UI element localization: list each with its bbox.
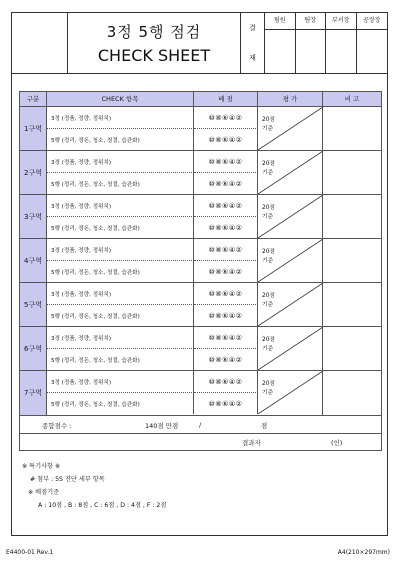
approval-boxes (265, 13, 387, 73)
table-row (20, 239, 381, 283)
approval-box-staff (265, 13, 296, 73)
zone-label: 5구역 (20, 283, 47, 326)
table-header (20, 92, 381, 107)
evaluation-cell[interactable] (258, 283, 323, 326)
notes-section (22, 460, 166, 512)
remarks-cell[interactable] (323, 283, 381, 326)
evaluation-cell[interactable] (258, 151, 323, 194)
remarks-cell[interactable] (323, 371, 381, 415)
evaluation-cell[interactable] (258, 239, 323, 282)
check-item-5s: 5행 (정리, 정돈, 청소, 청결, 습관화) (47, 173, 194, 194)
evaluator-label: 결과자 (242, 439, 261, 447)
header-divider (12, 73, 387, 87)
evaluation-points: 20점 (262, 117, 275, 123)
zone-label: 4구역 (20, 239, 47, 282)
score-options-5s[interactable]: ⑩⑧⑥④② (194, 217, 258, 238)
evaluation-basis: 기준 (262, 170, 274, 176)
check-item-5s: 5행 (정리, 정돈, 청소, 청결, 습관화) (47, 393, 194, 414)
total-score-max: 140점 만점 (145, 422, 179, 430)
table-row (20, 371, 381, 415)
total-score-slash: / (199, 421, 202, 429)
sheet-header (12, 13, 387, 73)
evaluation-cell[interactable] (258, 107, 323, 150)
evaluation-basis: 기준 (262, 126, 274, 132)
score-options-3s[interactable]: ⑩⑧⑥④② (194, 151, 258, 173)
score-options-3s[interactable]: ⑩⑧⑥④② (194, 371, 258, 393)
check-item-3s: 3정 (정품, 정량, 정위치) (47, 107, 194, 129)
evaluation-points: 20점 (262, 161, 275, 167)
evaluation-points: 20점 (262, 293, 275, 299)
table-row (20, 283, 381, 327)
approval-role: 부서장 (326, 13, 356, 30)
evaluation-standard (262, 160, 284, 178)
check-item-3s: 3정 (정품, 정량, 정위치) (47, 151, 194, 173)
approval-label-bottom: 재 (249, 54, 256, 62)
title-korean: 3정 5행 점검 (106, 23, 202, 41)
evaluator-row (19, 434, 382, 451)
approval-role: 팀원 (265, 13, 295, 30)
remarks-cell[interactable] (323, 195, 381, 238)
title-block (67, 13, 241, 73)
check-item-3s: 3정 (정품, 정량, 정위치) (47, 195, 194, 217)
zone-label: 6구역 (20, 327, 47, 370)
approval-box-team-lead (296, 13, 327, 73)
check-item-3s: 3정 (정품, 정량, 정위치) (47, 371, 194, 393)
evaluation-basis: 기준 (262, 346, 274, 352)
evaluation-cell[interactable] (258, 327, 323, 370)
evaluator-seal: (인) (331, 439, 343, 447)
table-row (20, 151, 381, 195)
remarks-cell[interactable] (323, 239, 381, 282)
zone-label: 7구역 (20, 371, 47, 415)
evaluation-basis: 기준 (262, 258, 274, 264)
header-remarks: 비 고 (344, 95, 360, 103)
notes-attachment: # 첨부 : 5S 진단 세부 항목 (30, 476, 105, 483)
score-options-5s[interactable]: ⑩⑧⑥④② (194, 261, 258, 282)
check-item-5s: 5행 (정리, 정돈, 청소, 청결, 습관화) (47, 305, 194, 326)
notes-criteria-title: ※ 배점기준 (28, 489, 60, 496)
evaluation-standard (262, 248, 284, 266)
remarks-cell[interactable] (323, 327, 381, 370)
notes-title: ※ 특기사항 ※ (22, 463, 61, 470)
notes-criteria: A : 10점 , B : 8점 , C : 6점 , D : 4점 , F : 2점 (38, 502, 167, 509)
total-score-label: 종합점수 : (42, 422, 72, 430)
evaluation-points: 20점 (262, 205, 275, 211)
table-row (20, 107, 381, 151)
approval-role: 공장장 (357, 13, 388, 30)
approval-role: 팀장 (296, 13, 326, 30)
score-options-5s[interactable]: ⑩⑧⑥④② (194, 173, 258, 194)
table-row (20, 195, 381, 239)
header-score: 배 점 (194, 92, 258, 106)
check-item-3s: 3정 (정품, 정량, 정위치) (47, 239, 194, 261)
zone-label: 3구역 (20, 195, 47, 238)
evaluation-cell[interactable] (258, 371, 323, 415)
evaluation-basis: 기준 (262, 214, 274, 220)
evaluation-standard (262, 336, 284, 354)
score-options-5s[interactable]: ⑩⑧⑥④② (194, 393, 258, 414)
evaluation-standard (262, 116, 284, 134)
title-english: CHECK SHEET (97, 46, 211, 65)
check-item-5s: 5행 (정리, 정돈, 청소, 청결, 습관화) (47, 129, 194, 150)
check-table (19, 91, 382, 416)
remarks-cell[interactable] (323, 107, 381, 150)
evaluation-standard (262, 204, 284, 222)
evaluation-points: 20점 (262, 249, 275, 255)
header-evaluation: 평 가 (258, 92, 323, 106)
evaluation-standard (262, 292, 284, 310)
score-options-3s[interactable]: ⑩⑧⑥④② (194, 107, 258, 129)
approval-box-dept-head (326, 13, 357, 73)
zone-label: 1구역 (20, 107, 47, 150)
evaluation-points: 20점 (262, 337, 275, 343)
evaluation-points: 20점 (262, 381, 275, 387)
evaluation-cell[interactable] (258, 195, 323, 238)
check-item-5s: 5행 (정리, 정돈, 청소, 청결, 습관화) (47, 261, 194, 282)
check-item-5s: 5행 (정리, 정돈, 청소, 청결, 습관화) (47, 217, 194, 238)
evaluation-basis: 기준 (262, 390, 274, 396)
score-options-3s[interactable]: ⑩⑧⑥④② (194, 283, 258, 305)
zone-label: 2구역 (20, 151, 47, 194)
check-sheet-frame (11, 12, 388, 536)
score-options-3s[interactable]: ⑩⑧⑥④② (194, 195, 258, 217)
table-row (20, 327, 381, 371)
total-score-unit: 점 (261, 422, 268, 430)
check-item-5s: 5행 (정리, 정돈, 청소, 청결, 습관화) (47, 349, 194, 370)
form-code: E4400-01 Rev.1 (6, 549, 54, 556)
header-category: 구분 (20, 92, 47, 106)
evaluation-basis: 기준 (262, 302, 274, 308)
check-item-3s: 3정 (정품, 정량, 정위치) (47, 327, 194, 349)
remarks-cell[interactable] (323, 151, 381, 194)
approval-box-plant-manager (357, 13, 388, 73)
evaluation-standard (262, 380, 284, 398)
score-options-3s[interactable]: ⑩⑧⑥④② (194, 239, 258, 261)
score-options-5s[interactable]: ⑩⑧⑥④② (194, 349, 258, 370)
approval-label-top: 결 (249, 24, 256, 32)
header-check-item: CHECK 항목 (47, 92, 194, 106)
check-item-3s: 3정 (정품, 정량, 정위치) (47, 283, 194, 305)
score-options-5s[interactable]: ⑩⑧⑥④② (194, 129, 258, 150)
score-options-5s[interactable]: ⑩⑧⑥④② (194, 305, 258, 326)
score-options-3s[interactable]: ⑩⑧⑥④② (194, 327, 258, 349)
paper-size: A4(210×297mm) (337, 549, 390, 556)
approval-label (241, 13, 265, 73)
total-score-row (19, 416, 382, 434)
